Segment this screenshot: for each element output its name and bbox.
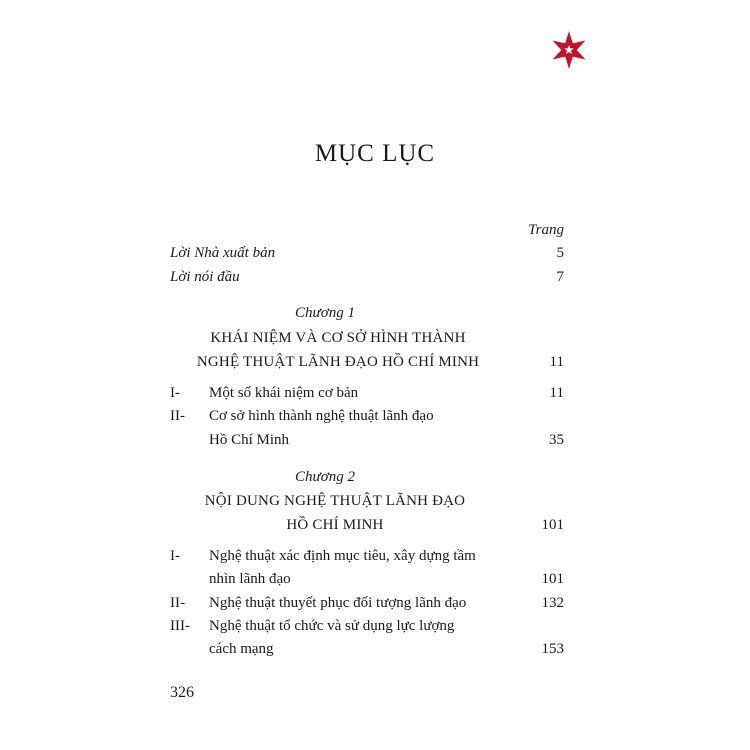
section-title-continued: Hồ Chí Minh — [209, 432, 290, 448]
section-number: II- — [170, 595, 185, 611]
section-title-continued: cách mạng — [209, 641, 274, 657]
page-title: MỤC LỤC — [314, 140, 436, 167]
section-page: 35 — [549, 432, 564, 448]
chapter-page: 11 — [549, 354, 564, 370]
section-page: 11 — [549, 385, 564, 401]
section-page: 101 — [541, 571, 564, 587]
section-title: Một số khái niệm cơ bản — [209, 385, 359, 401]
section-title: Nghệ thuật tổ chức và sử dụng lực lượng — [209, 618, 455, 634]
chapter-title-line: NGHỆ THUẬT LÃNH ĐẠO HỒ CHÍ MINH — [196, 354, 480, 370]
section-title: Cơ sở hình thành nghệ thuật lãnh đạo — [209, 408, 434, 424]
publisher-logo-icon — [549, 30, 589, 70]
section-number: III- — [170, 618, 190, 634]
section-number: II- — [170, 408, 185, 424]
front-item-page: 7 — [556, 269, 564, 285]
section-page: 132 — [541, 595, 564, 611]
section-title: Nghệ thuật xác định mục tiêu, xây dựng tầm — [209, 548, 476, 564]
front-item-page: 5 — [556, 245, 564, 261]
page-number: 326 — [170, 684, 194, 701]
section-page: 153 — [541, 641, 564, 657]
chapter-title-line: KHÁI NIỆM VÀ CƠ SỞ HÌNH THÀNH — [210, 330, 466, 346]
section-number: I- — [170, 385, 180, 401]
chapter-label: Chương 2 — [295, 469, 355, 485]
chapter-title-line: NỘI DUNG NGHỆ THUẬT LÃNH ĐẠO — [204, 493, 466, 509]
chapter-page: 101 — [541, 517, 564, 533]
trang-label: Trang — [528, 222, 564, 238]
section-title-continued: nhìn lãnh đạo — [209, 571, 291, 587]
section-title: Nghệ thuật thuyết phục đối tượng lãnh đạo — [209, 595, 467, 611]
section-number: I- — [170, 548, 180, 564]
chapter-title-line: HỒ CHÍ MINH — [286, 517, 384, 533]
front-item-label: Lời Nhà xuất bản — [170, 245, 276, 261]
chapter-label: Chương 1 — [295, 305, 355, 321]
front-item-label: Lời nói đầu — [170, 269, 240, 285]
